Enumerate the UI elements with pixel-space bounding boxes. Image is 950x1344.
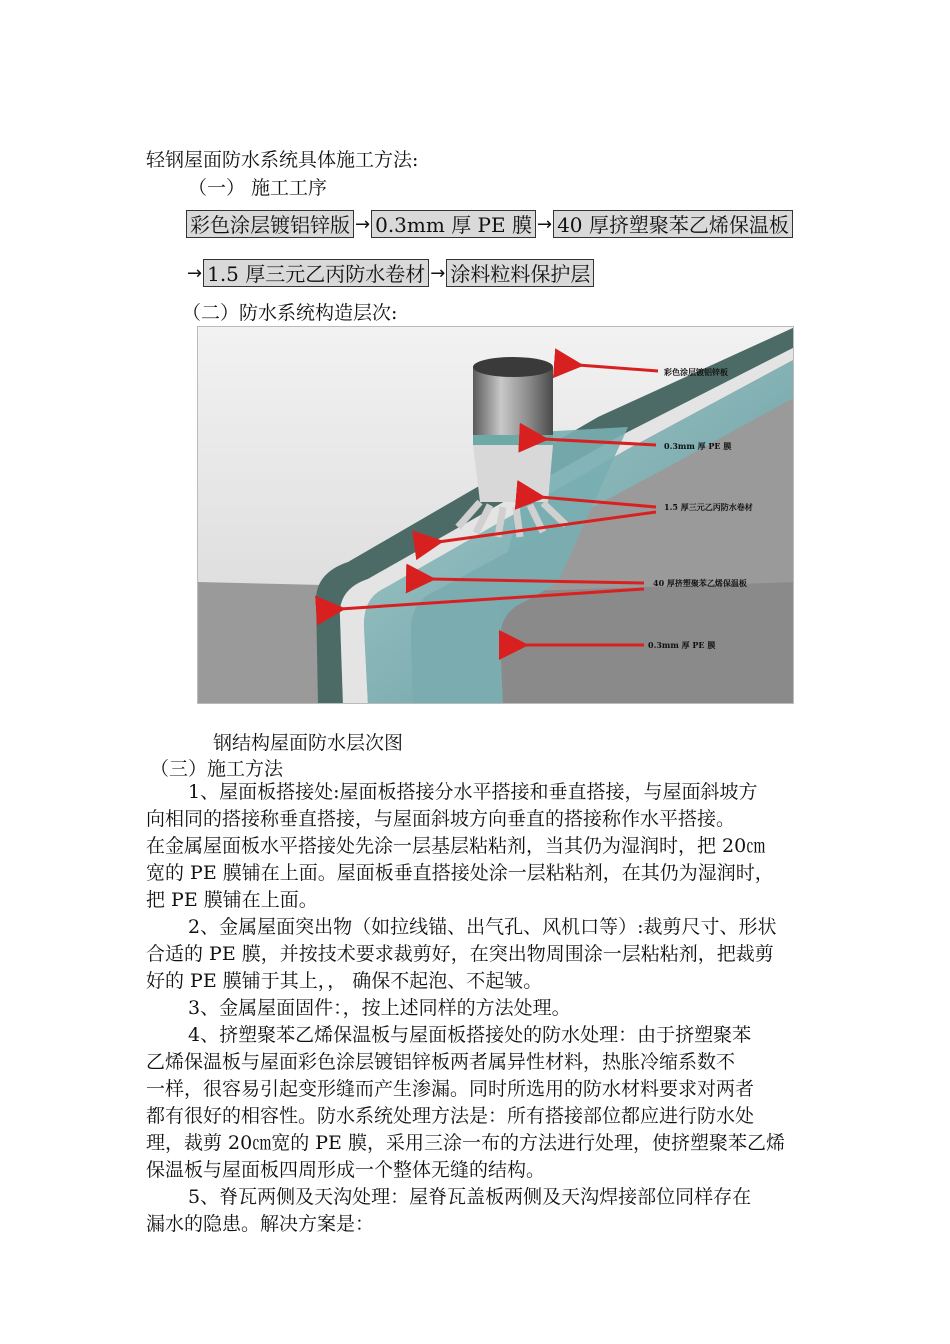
paragraph-line: 一样，很容易引起变形缝而产生渗漏。同时所选用的防水材料要求对两者: [146, 1078, 755, 1100]
pipe: [473, 367, 553, 442]
paragraph-line: 2、金属屋面突出物（如拉线锚、出气孔、风机口等）:裁剪尺寸、形状: [188, 916, 777, 938]
paragraph-line: 漏水的隐患。解决方案是：: [146, 1213, 375, 1235]
figure-caption: 钢结构屋面防水层次图: [213, 732, 404, 754]
flow-step-2: 0.3mm 厚 PE 膜: [371, 210, 536, 238]
paragraph-line: 在金属屋面板水平搭接处先涂一层基层粘粘剂，当其仍为湿润时，把 20㎝: [146, 835, 766, 857]
paragraph-line: 好的 PE 膜铺于其上，， 确保不起泡、不起皱。: [146, 970, 543, 992]
label-xps-board: 40 厚挤塑聚苯乙烯保温板: [653, 578, 747, 588]
paragraph-4: [146, 1022, 856, 1184]
roof-panel: [498, 582, 794, 704]
flow-step-5: 涂料粒料保护层: [446, 259, 594, 287]
paragraph-3: [146, 995, 856, 1022]
label-pe-film-bottom: 0.3mm 厚 PE 膜: [648, 640, 716, 650]
flow-step-3: 40 厚挤塑聚苯乙烯保温板: [553, 210, 793, 238]
paragraph-line: 4、挤塑聚苯乙烯保温板与屋面板搭接处的防水处理：由于挤塑聚苯: [188, 1024, 752, 1046]
label-colored-steel-sheet: 彩色涂层镀铝锌板: [664, 367, 728, 377]
section2-heading: （二）防水系统构造层次:: [182, 302, 398, 324]
flow-arrow-icon: →: [355, 213, 371, 235]
paragraph-line: 合适的 PE 膜，并按技术要求裁剪好，在突出物周围涂一层粘粘剂，把裁剪: [146, 943, 774, 965]
roof-layer-diagram: [197, 326, 794, 704]
paragraph-line: 都有很好的相容性。防水系统处理方法是：所有搭接部位都应进行防水处: [146, 1105, 755, 1127]
flow-arrow-icon: →: [536, 213, 553, 235]
flow-arrow-icon: →: [430, 262, 446, 284]
process-flow-row-2: [186, 259, 594, 287]
pipe-collar: [473, 445, 553, 502]
section1-heading: （一） 施工工序: [188, 177, 328, 199]
paragraph-2: [146, 914, 856, 995]
pipe-top: [473, 357, 553, 377]
paragraph-line: 向相同的搭接称垂直搭接，与屋面斜坡方向垂直的搭接称作水平搭接。: [146, 808, 736, 830]
paragraph-line: 宽的 PE 膜铺在上面。屋面板垂直搭接处涂一层粘粘剂，在其仍为湿润时，: [146, 862, 774, 884]
paragraph-line: 1、屋面板搭接处:屋面板搭接分水平搭接和垂直搭接，与屋面斜坡方: [188, 781, 758, 803]
paragraph-line: 5、脊瓦两侧及天沟处理：屋脊瓦盖板两侧及天沟焊接部位同样存在: [188, 1186, 752, 1208]
label-epdm-membrane: 1.5 厚三元乙丙防水卷材: [664, 502, 753, 512]
section3-heading: （三）施工方法: [150, 758, 284, 780]
flow-arrow-icon: →: [187, 262, 203, 284]
paragraph-line: 保温板与屋面板四周形成一个整体无缝的结构。: [146, 1159, 546, 1181]
paragraph-line: 3、金属屋面固件：，按上述同样的方法处理。: [188, 997, 571, 1019]
document-title: 轻钢屋面防水系统具体施工方法:: [146, 149, 419, 171]
flow-step-1: 彩色涂层镀铝锌版: [186, 210, 354, 238]
paragraph-line: 把 PE 膜铺在上面。: [146, 889, 318, 911]
flow-step-4: 1.5 厚三元乙丙防水卷材: [203, 259, 429, 287]
paragraph-line: 乙烯保温板与屋面彩色涂层镀铝锌板两者属异性材料，热胀冷缩系数不: [146, 1051, 736, 1073]
paragraph-line: 理，裁剪 20㎝宽的 PE 膜，采用三涂一布的方法进行处理，使挤塑聚苯乙烯: [146, 1132, 785, 1154]
paragraph-5: [146, 1184, 856, 1238]
label-pe-film-top: 0.3mm 厚 PE 膜: [664, 441, 732, 451]
paragraph-1: [146, 779, 856, 914]
process-flow-row-1: [186, 210, 793, 238]
